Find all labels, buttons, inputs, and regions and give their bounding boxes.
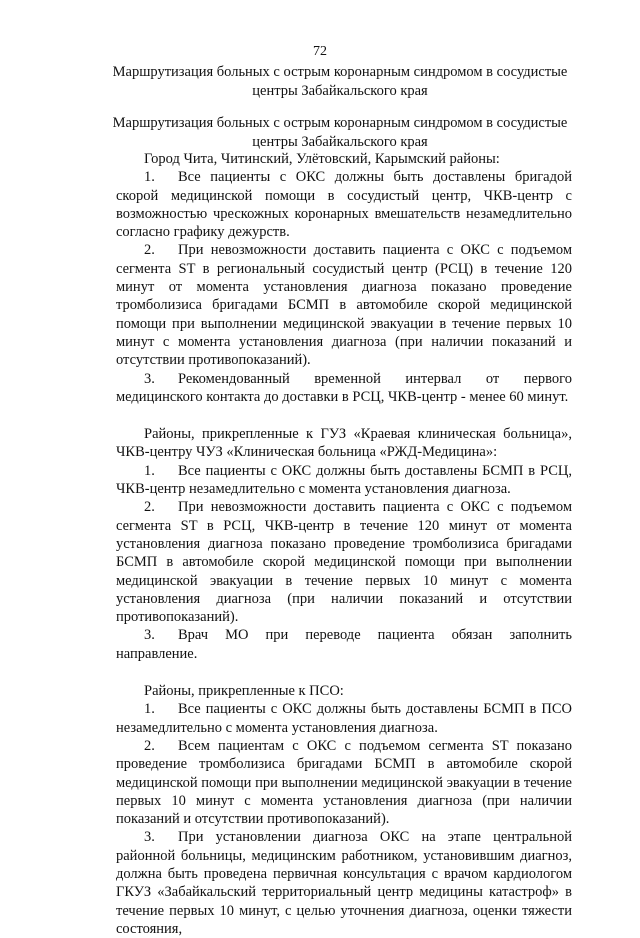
- section-heading: Город Чита, Читинский, Улётовский, Карымский районы:: [144, 151, 500, 167]
- item-text: Все пациенты с ОКС должны быть доставлены БСМП в РСЦ, ЧКВ-центр незамедлительно с момента установления диагноза.: [116, 462, 572, 498]
- item-number: 3.: [144, 627, 155, 644]
- list-item: [116, 370, 572, 407]
- document-body: [116, 150, 572, 938]
- item-text: Всем пациентам с ОКС с подъемом сегмента ST показано проведение тромболизиса бригадами БСМП в автомобиле скорой медицинской помощи при выполнении медицинской эвакуации в течение первых 10 минут с момента установления диагноза (при наличии показаний и отсутствии противопоказаний).: [116, 737, 572, 828]
- item-number: 2.: [144, 242, 155, 259]
- item-text: При невозможности доставить пациента с ОКС с подъемом сегмента ST в региональный сосудистый центр (РСЦ) в течение 120 минут от момента установления диагноза показано проведение тромболизиса бригадами БСМП в автомобиле скорой медицинской помощи при выполнении медицинской эвакуации в течение первых 10 минут с момента установления диагноза (при наличии показаний и отсутствии противопоказаний).: [116, 242, 572, 369]
- item-text: Все пациенты с ОКС должны быть доставлены бригадой скорой медицинской помощи в сосудистый центр, ЧКВ-центр с возможностью чрескожных коронарных вмешательств незамедлительно согласно графику дежурств.: [116, 169, 572, 241]
- item-text: При невозможности доставить пациента с ОКС с подъемом сегмента ST в РСЦ, ЧКВ-центр в течение 120 минут от момента установления диагноза показано проведение тромболизиса бригадами БСМП в автомобиле скорой медицинской помощи при выполнении медицинской эвакуации в течение первых 10 минут с момента установления диагноза (при наличии показаний и отсутствии противопоказаний).: [116, 499, 572, 626]
- item-text: Рекомендованный временной интервал от первого медицинского контакта до доставки в РСЦ, ЧКВ-центр - менее 60 минут.: [116, 370, 572, 405]
- spacer: [116, 663, 572, 682]
- item-number: 2.: [144, 499, 155, 516]
- list-item: [116, 168, 572, 241]
- item-number: 1.: [144, 462, 155, 479]
- list-item: [116, 241, 572, 369]
- item-text: При установлении диагноза ОКС на этапе центральной районной больницы, медицинским работником, установившим диагноз, должна быть проведена первичная консультация с врачом кардиологом ГКУЗ «Забайкальский территориальный центр медицины катастроф» в течение первых 10 минут, с целью уточнения диагноза, оценки тяжести состояния,: [116, 829, 572, 937]
- item-text: Все пациенты с ОКС должны быть доставлены БСМП в ПСО незамедлительно с момента установления диагноза.: [116, 701, 572, 736]
- section-heading: Районы, прикрепленные к ПСО:: [144, 683, 344, 700]
- item-number: 1.: [144, 701, 155, 718]
- list-item: [116, 462, 572, 499]
- list-item: [116, 498, 572, 626]
- list-item: [116, 626, 572, 663]
- item-text: Врач МО при переводе пациента обязан заполнить направление.: [116, 627, 572, 662]
- item-number: 3.: [144, 829, 155, 846]
- list-item: [116, 700, 572, 737]
- item-number: 3.: [144, 370, 155, 387]
- item-number: 1.: [144, 169, 155, 186]
- section-title: Маршрутизация больных с острым коронарным синдромом в сосудистые центры Забайкальского края: [112, 115, 568, 150]
- document-title: Маршрутизация больных с острым коронарным синдромом в сосудистые центры Забайкальского края: [112, 64, 568, 99]
- item-number: 2.: [144, 737, 155, 754]
- page-number: 72: [313, 44, 327, 59]
- spacer: [116, 406, 572, 425]
- section-heading: Районы, прикрепленные к ГУЗ «Краевая клиническая больница», ЧКВ-центру ЧУЗ «Клиническая больница «РЖД-Медицина»:: [116, 426, 572, 461]
- list-item: [116, 737, 572, 828]
- list-item: [116, 828, 572, 938]
